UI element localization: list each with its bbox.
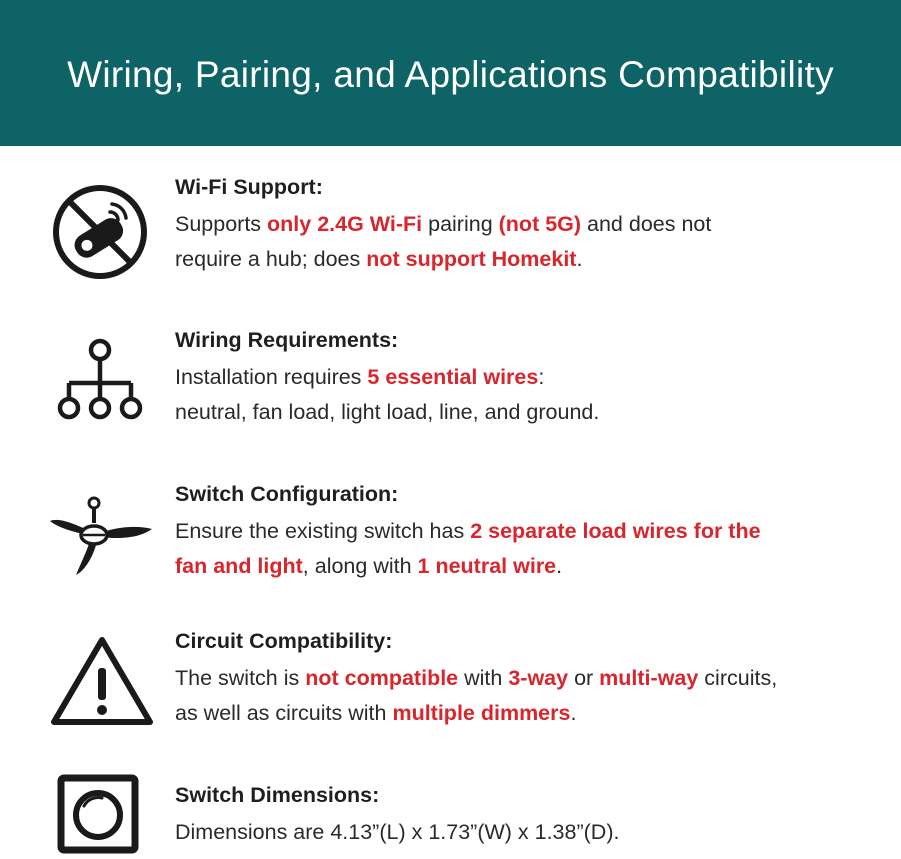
highlight-span: (not 5G) (498, 212, 582, 236)
warning-triangle-icon (50, 634, 154, 735)
text-span: require a hub; does (175, 247, 367, 271)
wiring-tree-icon (48, 337, 154, 428)
text-span: and does not (581, 212, 712, 236)
highlight-span: multiple dimmers (392, 701, 571, 725)
highlight-span: 3-way (508, 666, 569, 690)
section-body-line-1 (175, 207, 901, 242)
section-body-line-1 (175, 815, 901, 850)
highlight-span: multi-way (599, 666, 699, 690)
highlight-span: 1 neutral wire (417, 554, 557, 578)
text-span: Supports (175, 212, 268, 236)
highlight-span: fan and light (175, 554, 303, 578)
section-title: Wi-Fi Support: (175, 175, 323, 199)
ceiling-fan-icon (48, 495, 154, 586)
highlight-span: not compatible (305, 666, 459, 690)
highlight-span: 2 separate load wires for the (470, 519, 761, 543)
text-span: The switch is (175, 666, 306, 690)
section-title: Wiring Requirements: (175, 328, 399, 352)
section-title: Switch Configuration: (175, 482, 399, 506)
text-span: with (458, 666, 509, 690)
text-span: . (570, 701, 577, 725)
section-body-line-1 (175, 514, 901, 549)
text-span: . (576, 247, 583, 271)
highlight-span: not support Homekit (366, 247, 577, 271)
text-span: . (556, 554, 563, 578)
section-body-line-2 (175, 696, 901, 731)
text-span: pairing (422, 212, 499, 236)
section-body-line-2 (175, 549, 901, 584)
text-span: Dimensions are 4.13”(L) x 1.73”(W) x 1.38”(D). (175, 820, 620, 844)
section-body-line-2 (175, 242, 901, 277)
highlight-span: 5 essential wires (367, 365, 539, 389)
page-title: Wiring, Pairing, and Applications Compatibility (67, 54, 834, 95)
text-span: or (568, 666, 600, 690)
header-banner (0, 0, 901, 146)
text-span: : (538, 365, 545, 389)
highlight-span: only 2.4G Wi-Fi (267, 212, 423, 236)
text-span: neutral, fan load, light load, line, and ground. (175, 400, 600, 424)
switch-dimensions-icon (56, 774, 142, 859)
section-body-line-2 (175, 395, 901, 430)
section-body-line-1 (175, 661, 901, 696)
text-span: Ensure the existing switch has (175, 519, 471, 543)
text-span: as well as circuits with (175, 701, 393, 725)
text-span: circuits, (698, 666, 778, 690)
no-wifi-remote-icon (48, 180, 154, 291)
text-span: Installation requires (175, 365, 368, 389)
section-title: Circuit Compatibility: (175, 629, 393, 653)
text-span: , along with (302, 554, 418, 578)
section-title: Switch Dimensions: (175, 783, 380, 807)
section-body-line-1 (175, 360, 901, 395)
